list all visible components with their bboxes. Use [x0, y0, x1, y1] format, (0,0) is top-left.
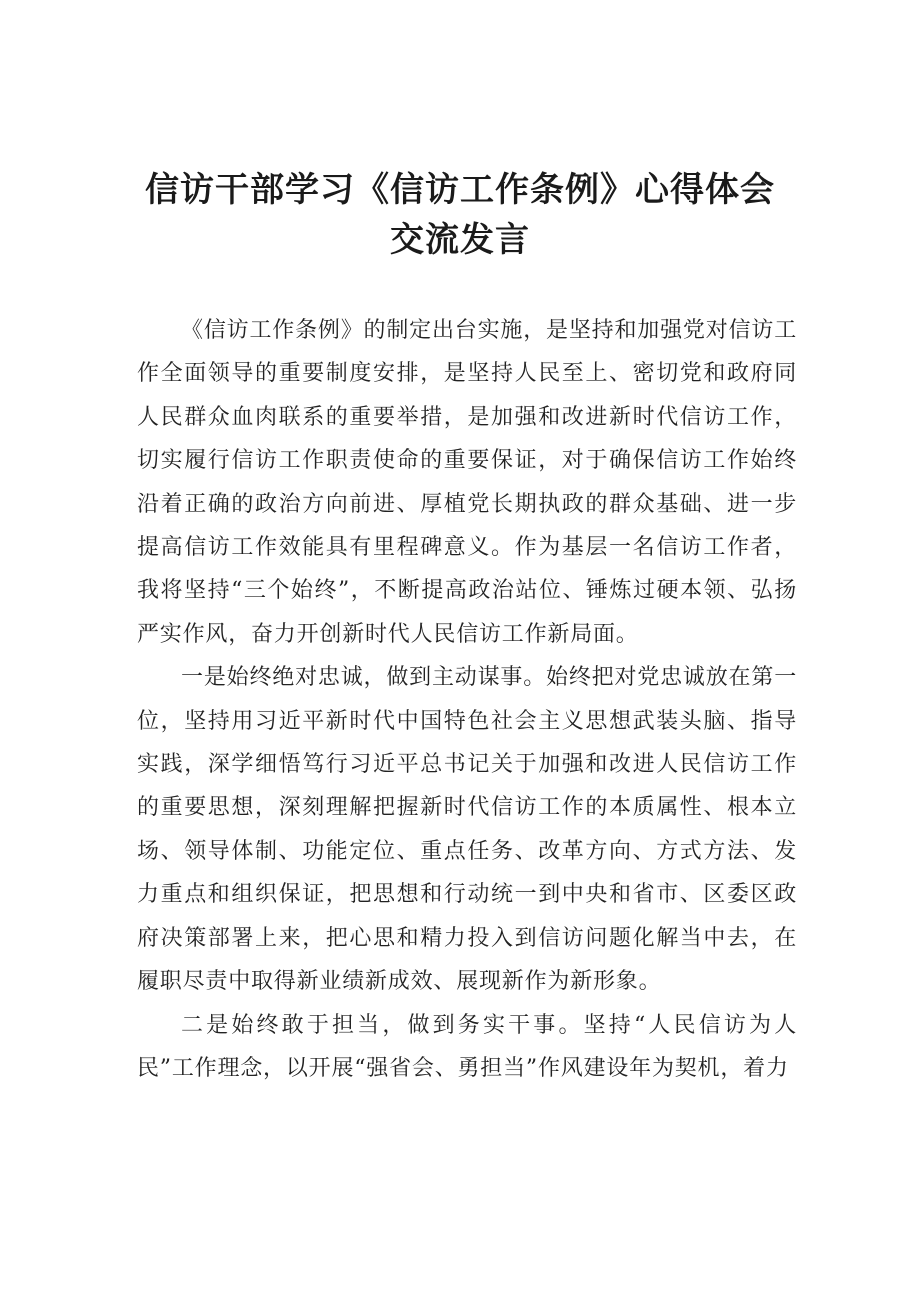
- paragraph-point-one: 一是始终绝对忠诚，做到主动谋事。始终把对党忠诚放在第一位，坚持用习近平新时代中国特色社会主义思想武装头脑、指导实践，深学细悟笃行习近平总书记关于加强和改进人民信访工作的重要思想，深刻理解把握新时代信访工作的本质属性、根本立场、领导体制、功能定位、重点任务、改革方向、方式方法、发力重点和组织保证，把思想和行动统一到中央和省市、区委区政府决策部署上来，把心思和精力投入到信访问题化解当中去，在履职尽责中取得新业绩新成效、展现新作为新形象。: [137, 665, 797, 995]
- document-title-line-2: 交流发言: [390, 220, 530, 260]
- paragraph-intro: 《信访工作条例》的制定出台实施，是坚持和加强党对信访工作全面领导的重要制度安排，是坚持人民至上、密切党和政府同人民群众血肉联系的重要举措，是加强和改进新时代信访工作，切实履行信访工作职责使命的重要保证，对于确保信访工作始终沿着正确的政治方向前进、厚植党长期执政的群众基础、进一步提高信访工作效能具有里程碑意义。作为基层一名信访工作者，我将坚持“三个始终”，不断提高政治站位、锤炼过硬本领、弘扬严实作风，奋力开创新时代人民信访工作新局面。: [137, 318, 797, 647]
- paragraph-point-two: 二是始终敢于担当，做到务实干事。坚持“人民信访为人民”工作理念，以开展“强省会、勇担当”作风建设年为契机，着力: [137, 1012, 797, 1081]
- document-title-line-1: 信访干部学习《信访工作条例》心得体会: [145, 170, 775, 210]
- document-body: [137, 309, 797, 1090]
